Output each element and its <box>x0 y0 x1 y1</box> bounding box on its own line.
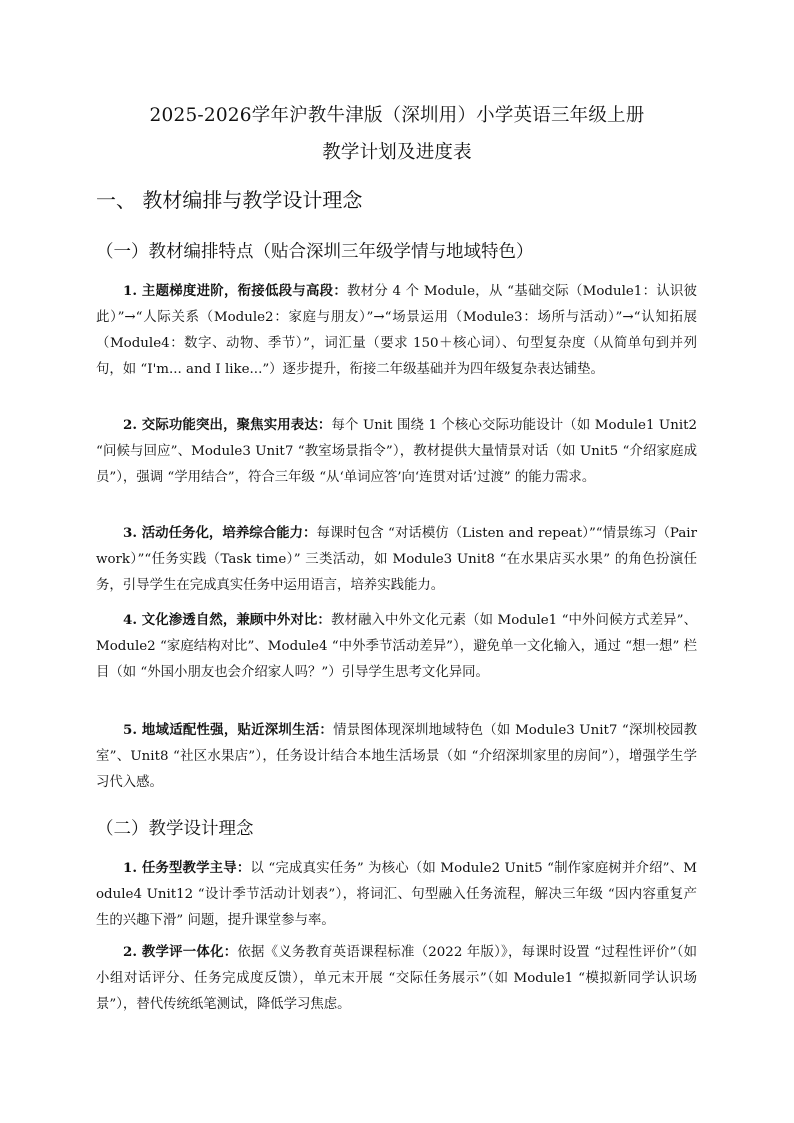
item-body: 教材分 4 个 Module，从 “基础交际（Module1：认识彼此）”→“人际关系（Module2：家庭与朋友）”→“场景运用（Module3：场所与活动）”→“认知拓展（Module4：数字、动物、季节）”，词汇量（要求 150＋核心词）、句型复杂度（从简单句到并列句，如 “I'm... and I like...”）逐步提升，衔接二年级基础并为四年级复杂表达铺垫。 <box>96 284 698 377</box>
item-lead: 1. 任务型教学主导： <box>123 860 251 876</box>
item-lead: 2. 教学评一体化： <box>123 944 238 960</box>
item-lead: 4. 文化渗透自然，兼顾中外对比： <box>123 612 331 628</box>
subsection-2-heading: （二）教学设计理念 <box>96 819 254 839</box>
document-title-line-1: 2025-2026学年沪教牛津版（深圳用）小学英语三年级上册 <box>149 105 645 126</box>
item-body: 每个 Unit 围绕 1 个核心交际功能设计（如 Module1 Unit2 “问候与回应”、Module3 Unit7 “教室场景指令”），教材提供大量情景对话（如 Unit5 “介绍家庭成员”），强调 “学用结合”，符合三年级 “从‘单词应答’向‘连贯对话’过渡” 的能力需求。 <box>96 418 698 485</box>
list-item <box>96 939 697 1018</box>
subsection-1-heading: （一）教材编排特点（贴合深圳三年级学情与地域特色） <box>96 242 534 262</box>
item-body: 每课时包含 “对话模仿（Listen and repeat）”“情景练习（Pair work）”“任务实践（Task time）” 三类活动，如 Module3 Unit8 “在水果店买水果” 的角色扮演任务，引导学生在完成真实任务中运用语言，培养实践能力。 <box>96 526 697 593</box>
list-item <box>96 412 697 491</box>
list-item <box>96 717 697 796</box>
list-item <box>96 855 697 934</box>
section-1-heading: 一、 教材编排与教学设计理念 <box>96 188 363 212</box>
item-lead: 2. 交际功能突出，聚焦实用表达： <box>123 417 332 433</box>
list-item <box>96 278 697 383</box>
list-item <box>96 520 697 599</box>
item-lead: 1. 主题梯度进阶，衔接低段与高段： <box>123 283 347 299</box>
item-lead: 5. 地域适配性强，贴近深圳生活： <box>123 722 334 738</box>
item-body: 依据《义务教育英语课程标准（2022 年版）》，每课时设置 “过程性评价”（如小组对话评分、任务完成度反馈），单元末开展 “交际任务展示”（如 Module1 “模拟新同学认识场景”），替代传统纸笔测试，降低学习焦虑。 <box>96 945 697 1012</box>
item-body: 教材融入中外文化元素（如 Module1 “中外问候方式差异”、Module2 “家庭结构对比”、Module4 “中外季节活动差异”），避免单一文化输入，通过 “想一想” 栏目（如 “外国小朋友也会介绍家人吗？”）引导学生思考文化异同。 <box>96 613 697 680</box>
document-title-line-2: 教学计划及进度表 <box>322 142 472 163</box>
item-body: 情景图体现深圳地域特色（如 Module3 Unit7 “深圳校园教室”、Unit8 “社区水果店”），任务设计结合本地生活场景（如 “介绍深圳家里的房间”），增强学生学习代入感。 <box>96 723 698 790</box>
list-item <box>96 607 697 686</box>
item-lead: 3. 活动任务化，培养综合能力： <box>123 525 317 541</box>
item-body: 以 “完成真实任务” 为核心（如 Module2 Unit5 “制作家庭树并介绍”、Module4 Unit12 “设计季节活动计划表”），将词汇、句型融入任务流程，解决三年级 “因内容重复产生的兴趣下滑” 问题，提升课堂参与率。 <box>96 861 697 928</box>
